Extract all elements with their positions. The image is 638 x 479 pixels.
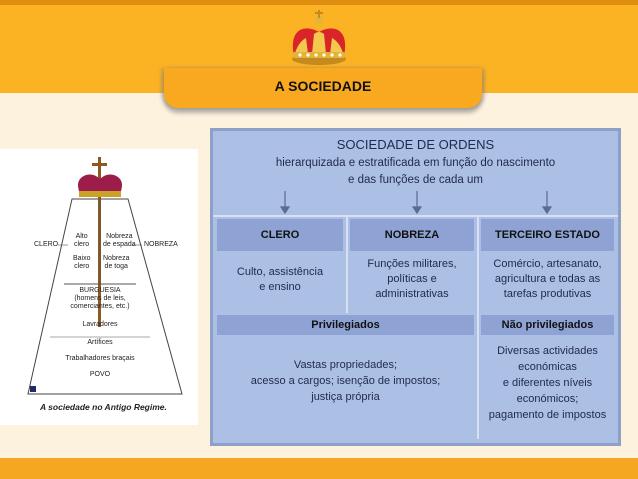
divider: [213, 215, 618, 217]
pyramid-label-nobreza-toga: Nobreza de toga: [103, 255, 130, 270]
pyramid-label-clero: CLERO: [34, 241, 59, 248]
slide-title: A SOCIEDADE: [274, 78, 372, 94]
function-nobreza: Funções militares, políticas e administrativas: [367, 258, 457, 300]
pyramid-label-nobreza: NOBREZA: [144, 241, 178, 248]
arrows: [213, 131, 618, 221]
society-table: [210, 128, 621, 446]
pyramid-label-nobreza-espada: Nobreza de espada: [103, 233, 136, 248]
privileged-description: Vastas propriedades; acesso a cargos; isenção de impostos; justiça própria: [250, 359, 441, 403]
pyramid-diagram: [0, 149, 198, 425]
pyramid-label-alto-clero: Alto clero: [74, 233, 90, 248]
footer-band: [0, 458, 638, 479]
pyramid-label-artifices: Artífices: [87, 339, 113, 346]
table-subtitle-line2: e das funções de cada um: [348, 174, 483, 186]
header-terceiro-estado: TERCEIRO ESTADO: [481, 219, 614, 251]
privileged-label: Privilegiados: [217, 315, 474, 335]
pyramid-label-baixo-clero: Baixo clero: [73, 255, 91, 270]
title-tab: [164, 68, 482, 108]
crown-icon: [286, 8, 352, 68]
function-clero: Culto, assistência e ensino: [236, 266, 324, 293]
unprivileged-label: Não privilegiados: [481, 315, 614, 335]
pyramid-label-burguesia: BURGUESIA (homens de leis, comerciantes, etc.): [70, 287, 130, 310]
function-terceiro-estado: Comércio, artesanato, agricultura e todas as tarefas produtivas: [493, 258, 602, 300]
header-clero: CLERO: [217, 219, 343, 251]
divider: [346, 217, 348, 313]
pyramid-label-povo: POVO: [89, 371, 111, 378]
divider: [477, 217, 479, 439]
unprivileged-description: Diversas actividades económicas e diferentes níveis económicos; pagamento de impostos: [488, 345, 607, 421]
table-title: SOCIEDADE DE ORDENS: [336, 137, 495, 152]
header-top-line: [0, 0, 638, 5]
pyramid-label-trabalhadores: Trabalhadores braçais: [65, 355, 135, 362]
header-nobreza: NOBREZA: [350, 219, 474, 251]
pyramid-label-lavradores: Lavradores: [82, 321, 118, 328]
pyramid-caption: A sociedade no Antigo Regime.: [40, 402, 167, 412]
table-subtitle-line1: hierarquizada e estratificada em função do nascimento: [275, 157, 556, 169]
